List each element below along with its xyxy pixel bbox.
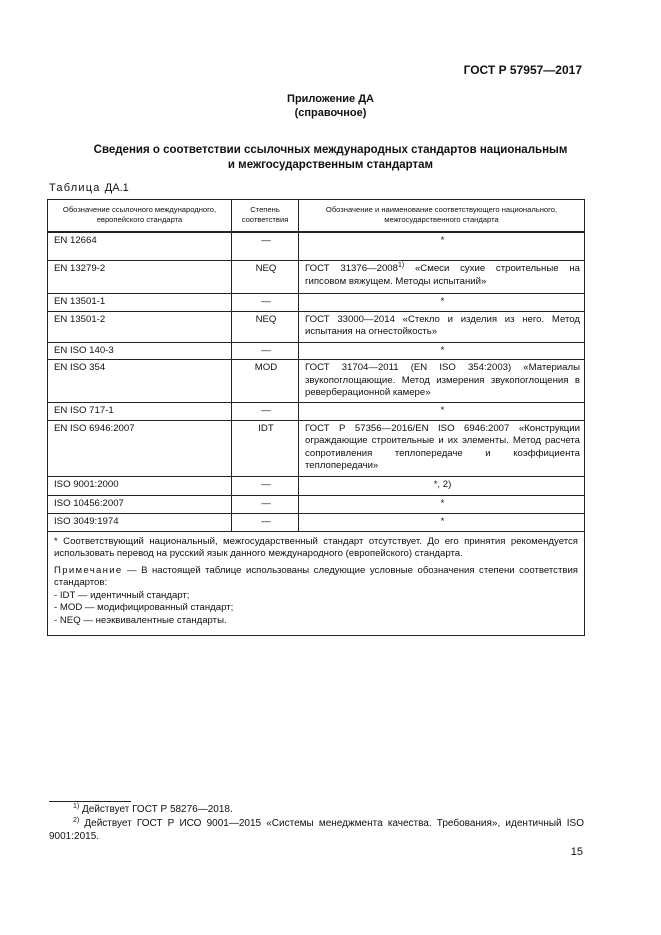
cell-reference: EN ISO 354 xyxy=(48,360,232,403)
cell-degree: NEQ xyxy=(232,311,299,342)
cell-national xyxy=(299,261,585,294)
table-footnote-star: * Соответствующий национальный, межгосударственный стандарт отсутствует. До его принятия рекомендуется использовать перевод на русский язык данного международного (европейского) стандарта. xyxy=(54,535,578,559)
table-row xyxy=(48,294,585,312)
cell-national: * xyxy=(299,342,585,360)
table-row xyxy=(48,513,585,531)
table-row xyxy=(48,403,585,421)
table-header-row xyxy=(48,200,585,232)
cell-national-code: ГОСТ 31376—2008 xyxy=(305,263,398,274)
cell-national: * xyxy=(299,513,585,531)
cell-degree: — xyxy=(232,476,299,495)
table-row xyxy=(48,261,585,294)
table-caption xyxy=(49,182,129,194)
table-row xyxy=(48,420,585,476)
correspondence-table xyxy=(47,199,585,636)
cell-reference: EN 13501-1 xyxy=(48,294,232,312)
table-caption-word: Таблица xyxy=(49,182,101,194)
cell-degree: MOD xyxy=(232,360,299,403)
page-number: 15 xyxy=(570,846,583,858)
cell-degree: NEQ xyxy=(232,261,299,294)
annex-subtitle: (справочное) xyxy=(294,107,367,119)
footnote-text-2: Действует ГОСТ Р ИСО 9001—2015 «Системы менеджмента качества. Требования», идентичный ISO 9001:2015. xyxy=(49,818,584,842)
table-footer-cell xyxy=(48,531,585,636)
cell-national-title: «Смеси сухие строительные на гипсовом вяжущем. Методы испытаний» xyxy=(305,263,580,287)
table-row xyxy=(48,311,585,342)
page-title xyxy=(70,143,591,172)
page-footnote-1 xyxy=(49,803,584,816)
annex-heading xyxy=(0,92,661,120)
header-degree: Степень соответствия xyxy=(232,200,299,232)
cell-reference: EN ISO 717-1 xyxy=(48,403,232,421)
table-row xyxy=(48,476,585,495)
table-row xyxy=(48,342,585,360)
cell-reference: EN ISO 6946:2007 xyxy=(48,420,232,476)
cell-national: * xyxy=(299,495,585,513)
table-row xyxy=(48,232,585,261)
cell-national: * xyxy=(299,232,585,261)
note-item: - MOD — модифицированный стандарт; xyxy=(54,602,234,613)
footnote-text-1: Действует ГОСТ Р 58276—2018. xyxy=(79,804,233,815)
annex-title: Приложение ДА xyxy=(287,93,374,105)
cell-national: *, 2) xyxy=(299,476,585,495)
document-code: ГОСТ Р 57957—2017 xyxy=(463,63,582,77)
cell-reference: EN 13501-2 xyxy=(48,311,232,342)
cell-degree: — xyxy=(232,495,299,513)
cell-national: ГОСТ 31704—2011 (EN ISO 354:2003) «Материалы звукопоглощающие. Метод измерения звукопоглощения в реверберационной камере» xyxy=(299,360,585,403)
header-reference-standard: Обозначение ссылочного международного, европейского стандарта xyxy=(48,200,232,232)
note-item: - IDT — идентичный стандарт; xyxy=(54,589,190,601)
table-caption-number: ДА.1 xyxy=(104,182,129,194)
note-text: — В настоящей таблице использованы следующие условные обозначения степени соответствия стандартов: xyxy=(54,564,578,588)
cell-reference: ISO 9001:2000 xyxy=(48,476,232,495)
cell-national: ГОСТ 33000—2014 «Стекло и изделия из него. Метод испытания на огнестойкость» xyxy=(299,311,585,342)
cell-national: * xyxy=(299,294,585,312)
cell-national: ГОСТ Р 57356—2016/EN ISO 6946:2007 «Конструкции ограждающие строительные и их элементы. Метод расчета сопротивления теплопередаче и коэффициента теплопередачи» xyxy=(299,420,585,476)
cell-reference: EN ISO 140-3 xyxy=(48,342,232,360)
note-label: Примечание xyxy=(54,564,123,576)
cell-degree: — xyxy=(232,513,299,531)
cell-degree: — xyxy=(232,342,299,360)
table-row xyxy=(48,495,585,513)
cell-degree: IDT xyxy=(232,420,299,476)
footnote-mark-1: 1) xyxy=(73,803,80,810)
cell-reference: ISO 3049:1974 xyxy=(48,513,232,531)
cell-reference: EN 12664 xyxy=(48,232,232,261)
cell-reference: ISO 10456:2007 xyxy=(48,495,232,513)
cell-national: * xyxy=(299,403,585,421)
cell-degree: — xyxy=(232,232,299,261)
cell-reference: EN 13279-2 xyxy=(48,261,232,294)
cell-degree: — xyxy=(232,294,299,312)
table-row xyxy=(48,360,585,403)
table-footer-row xyxy=(48,531,585,636)
footnote-ref-1: 1) xyxy=(397,262,405,269)
page-title-line-1: Сведения о соответствии ссылочных международных стандартов национальным xyxy=(93,144,568,156)
header-national-standard: Обозначение и наименование соответствующего национального, межгосударственного стандарта xyxy=(299,200,585,232)
cell-degree: — xyxy=(232,403,299,421)
table-note xyxy=(54,565,578,590)
note-item: - NEQ — неэквивалентные стандарты. xyxy=(54,614,227,626)
footnote-mark-2: 2) xyxy=(73,817,80,824)
footnote-separator xyxy=(49,801,131,802)
page-footnote-2 xyxy=(49,817,584,843)
page-title-line-2: и межгосударственным стандартам xyxy=(227,158,434,171)
